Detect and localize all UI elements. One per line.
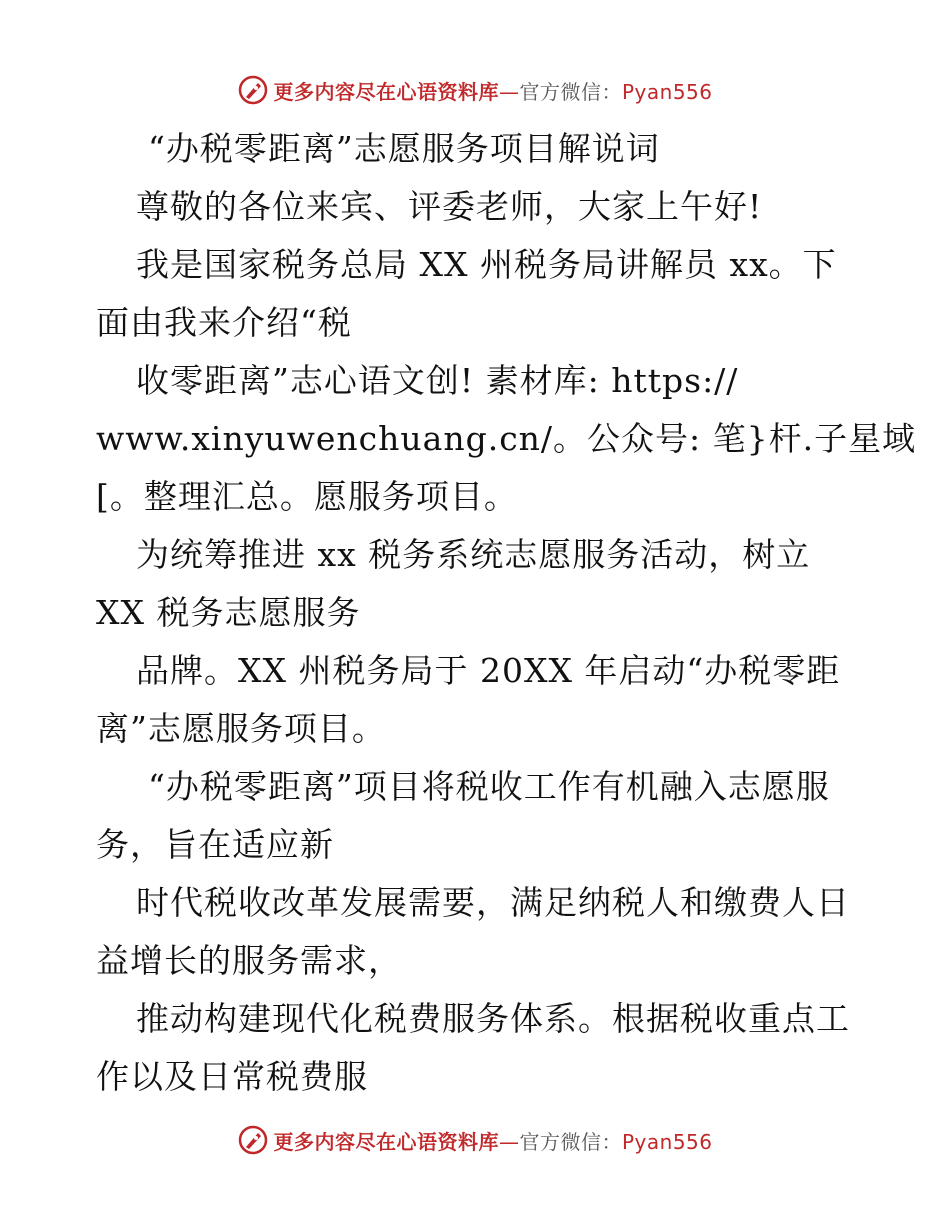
paragraph-line: 作以及日常税费服 bbox=[96, 1057, 368, 1096]
header-banner-wechat-label: 官方微信： bbox=[519, 79, 622, 104]
paragraph-line: 推动构建现代化税费服务体系。根据税收重点工 bbox=[136, 999, 850, 1038]
paragraph-line: 我是国家税务总局 XX 州税务局讲解员 xx。下 bbox=[136, 245, 837, 284]
paragraph-line: 时代税收改革发展需要，满足纳税人和缴费人日 bbox=[136, 883, 850, 922]
header-banner-wechat-id: Pyan556 bbox=[621, 79, 713, 104]
paragraph-line: 收零距离”志心语文创! 素材库: https:// bbox=[136, 361, 739, 400]
footer-banner-separator: — bbox=[498, 1129, 520, 1154]
header-banner-separator: — bbox=[498, 79, 520, 104]
header-banner-text bbox=[273, 76, 712, 105]
paragraph-line: www.xinyuwenchuang.cn/。公众号: 笔}杆.子星域 bbox=[96, 419, 917, 458]
paragraph-line: 务，旨在适应新 bbox=[96, 825, 334, 864]
paragraph-line: 尊敬的各位来宾、评委老师，大家上午好! bbox=[136, 187, 763, 226]
paragraph-line: 面由我来介绍“税 bbox=[96, 303, 352, 342]
paragraph-line: “办税零距离”项目将税收工作有机融入志愿服 bbox=[148, 767, 830, 806]
paragraph-line: [。整理汇总。愿服务项目。 bbox=[96, 477, 518, 516]
document-body bbox=[96, 120, 917, 1106]
paragraph-line: 为统筹推进 xx 税务系统志愿服务活动，树立 bbox=[136, 535, 811, 574]
pen-nib-logo-icon bbox=[237, 1124, 269, 1156]
document-title: “办税零距离”志愿服务项目解说词 bbox=[148, 129, 660, 168]
paragraph-line: 益增长的服务需求， bbox=[96, 941, 402, 980]
header-banner-main: 更多内容尽在心语资料库 bbox=[273, 79, 499, 104]
footer-banner-wechat-label: 官方微信： bbox=[519, 1129, 622, 1154]
header-watermark-banner bbox=[0, 70, 950, 110]
footer-watermark-banner bbox=[0, 1120, 950, 1160]
paragraph-line: XX 税务志愿服务 bbox=[96, 593, 361, 632]
footer-banner-main: 更多内容尽在心语资料库 bbox=[273, 1129, 499, 1154]
pen-nib-logo-icon bbox=[237, 74, 269, 106]
footer-banner-wechat-id: Pyan556 bbox=[621, 1129, 713, 1154]
footer-banner-text bbox=[273, 1126, 712, 1155]
paragraph-line: 品牌。XX 州税务局于 20XX 年启动“办税零距 bbox=[136, 651, 841, 690]
paragraph-line: 离”志愿服务项目。 bbox=[96, 709, 386, 748]
